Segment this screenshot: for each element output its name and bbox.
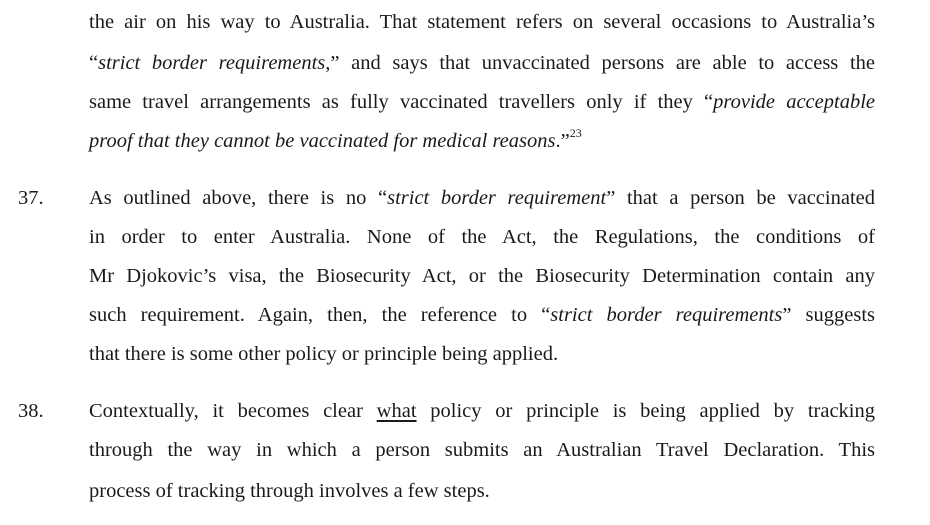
paragraph-37-line-1-rest: ” that a person be vaccinated xyxy=(606,187,875,209)
paragraph-36-line-2-text: ,” and says that unvaccinated persons are able to access the xyxy=(325,52,875,74)
italic-quote-strict-border-requirement: strict border requirement xyxy=(387,187,607,209)
paragraph-38-line-2-text: through the way in which a person submits an Australian Travel Declaration. This xyxy=(89,439,875,461)
paragraph-38-line-2 xyxy=(89,438,875,462)
paragraph-37-line-2-text: in order to enter Australia. None of the Act, the Regulations, the conditions of xyxy=(89,226,875,248)
paragraph-38-number: 38. xyxy=(18,400,44,422)
italic-quote-strict-border-requirements: strict border requirements xyxy=(98,52,326,74)
close-quote: .” xyxy=(555,130,570,152)
italic-quote-provide-acceptable: provide acceptable xyxy=(713,91,875,113)
paragraph-37-line-4-rest: ” suggests xyxy=(782,304,875,326)
italic-quote-proof: proof that they cannot be vaccinated for medical reasons xyxy=(89,130,556,152)
paragraph-38-line-1 xyxy=(89,399,875,423)
paragraph-37-line-5-text: that there is some other policy or principle being applied. xyxy=(89,343,559,365)
paragraph-38-line-1-rest: policy or principle is being applied by tracking xyxy=(416,400,875,422)
paragraph-37-line-1 xyxy=(89,186,875,210)
paragraph-37-line-5 xyxy=(89,342,875,366)
paragraph-36-line-3 xyxy=(89,90,875,114)
paragraph-37-line-3 xyxy=(89,264,875,288)
paragraph-38-line-3-text: process of tracking through involves a few steps. xyxy=(89,480,490,502)
paragraph-37-line-1-text: As outlined above, there is no “ xyxy=(89,187,388,209)
paragraph-38-line-1-text: Contextually, it becomes clear xyxy=(89,400,377,422)
paragraph-37-line-4 xyxy=(89,303,875,327)
underlined-word-what: what xyxy=(376,400,417,422)
paragraph-37-line-3-text: Mr Djokovic’s visa, the Biosecurity Act, or the Biosecurity Determination contain any xyxy=(89,265,875,287)
open-quote: “ xyxy=(89,52,99,74)
paragraph-36-line-4 xyxy=(89,126,875,153)
paragraph-36-line-3-text: same travel arrangements as fully vaccinated travellers only if they “ xyxy=(89,91,714,113)
paragraph-37-line-2 xyxy=(89,225,875,249)
paragraph-36-line-1-text: the air on his way to Australia. That statement refers on several occasions to Australia’s xyxy=(89,11,875,33)
footnote-reference: 23 xyxy=(569,126,582,141)
paragraph-37-number: 37. xyxy=(18,187,44,209)
paragraph-38-line-3 xyxy=(89,479,875,503)
paragraph-37-line-4-text: such requirement. Again, then, the reference to “ xyxy=(89,304,551,326)
paragraph-36-line-2 xyxy=(89,51,875,75)
italic-quote-strict-border-requirements-2: strict border requirements xyxy=(550,304,783,326)
paragraph-36-line-1 xyxy=(89,10,875,34)
